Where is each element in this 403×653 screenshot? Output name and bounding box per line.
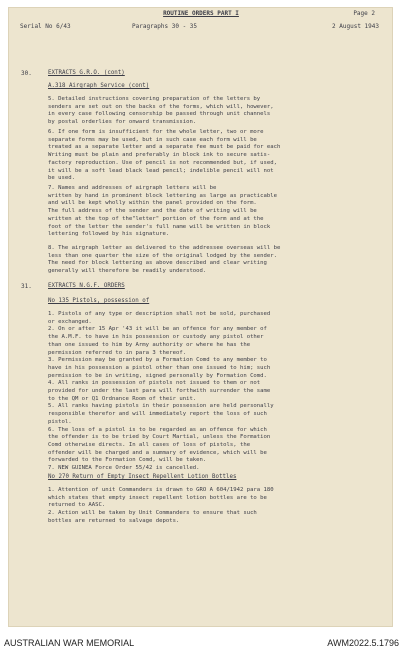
text-line: Writing must be plain and preferably in block ink to secure satis- xyxy=(48,152,271,159)
paragraph-range: Paragraphs 30 - 35 xyxy=(132,23,198,30)
document-title: ROUTINE ORDERS PART I xyxy=(163,10,239,17)
text-line: 2. On or after 15 Apr '43 it will be an offence for any member of xyxy=(48,326,267,333)
text-line: senders are set out on the backs of the forms, which will, however, xyxy=(48,103,274,110)
text-line: in every case following censorship be passed through unit channels xyxy=(48,111,271,118)
document-date: 2 August 1943 xyxy=(332,23,379,30)
text-line: lettering followed by his signature. xyxy=(48,231,170,238)
text-line: separate forms may be used, but in such case each form will be xyxy=(48,136,257,143)
text-line: generally will therefore be readily understood. xyxy=(48,268,207,275)
text-line: than one issued to him by Army authority or where he has the xyxy=(48,341,251,348)
text-line: permission to be in writing, signed personally by Formation Comd. xyxy=(48,372,267,379)
section-31-subheading-bottles: No 270 Return of Empty Insect Repellent Lotion Bottles xyxy=(48,474,237,480)
text-line: it will be a soft lead black lead pencil; indelible pencil will not xyxy=(48,167,274,174)
footer-bar xyxy=(0,630,403,653)
text-line: 6. The loss of a pistol is to be regarded as an offence for which xyxy=(48,426,267,433)
document-page xyxy=(8,7,393,627)
section-30-para-5 xyxy=(48,96,380,127)
text-line: 5. Detailed instructions covering preparation of the letters by xyxy=(48,96,261,102)
text-line: to the QM or Q1 Ordnance Room of their unit. xyxy=(48,395,197,402)
text-line: bottles are returned to salvage depots. xyxy=(48,517,180,524)
text-line: factory reproduction. Use of pencil is not recommended but, if used, xyxy=(48,159,278,166)
text-line: treated as a separate letter and a separate fee must be paid for each xyxy=(48,144,281,151)
text-line: 6. If one form is insufficient for the whole letter, two or more xyxy=(48,129,264,135)
text-line: 2. Action will be taken by Unit Commanders to ensure that such xyxy=(48,510,257,517)
text-line: 1. Pistols of any type or description shall not be sold, purchased xyxy=(48,311,271,317)
text-line: written by hand in prominent block lettering as large as practicable xyxy=(48,192,278,199)
text-line: be used. xyxy=(48,175,75,182)
section-30-para-8 xyxy=(48,245,380,276)
section-31-number: 31. xyxy=(21,283,32,290)
text-line: 8. The airgraph letter as delivered to the addressee overseas will be xyxy=(48,245,281,251)
text-line: 7. NEW GUINEA Force Order 55/42 is cancelled. xyxy=(48,465,200,472)
section-31-bottles-paras xyxy=(48,487,380,526)
section-30-number: 30. xyxy=(21,70,32,77)
text-line: foot of the letter the sender's full name will be written in block xyxy=(48,223,271,230)
text-line: 1. Attention of unit Commanders is drawn to GRO A 604/1942 para 180 xyxy=(48,487,274,493)
text-line: pistol. xyxy=(48,418,72,425)
text-line: The need for block lettering as above described and clear writing xyxy=(48,260,267,267)
text-line: returned to AASC. xyxy=(48,502,106,509)
text-line: by postal orderlies for onward transmission. xyxy=(48,119,197,126)
section-30-subheading: A.318 Airgraph Service (cont) xyxy=(48,83,150,89)
section-30-para-6 xyxy=(48,129,380,183)
serial-number: Serial No 6/43 xyxy=(20,23,71,30)
text-line: Comd otherwise directs. In all cases of loss of pistols, the xyxy=(48,441,251,448)
footer-source: AUSTRALIAN WAR MEMORIAL xyxy=(4,638,135,648)
text-line: forwarded to the Formation Comd, will be taken. xyxy=(48,457,207,464)
text-line: the offender is to be tried by Court Martial, unless the Formation xyxy=(48,434,271,441)
text-line: 3. Permission may be granted by a Formation Comd to any member to xyxy=(48,357,267,364)
text-line: or exchanged. xyxy=(48,318,92,325)
page-number: Page 2 xyxy=(353,10,375,17)
text-line: written at the top of the"letter" portion of the form and at the xyxy=(48,215,264,222)
text-line: provided for under the last para will forthwith surrender the same xyxy=(48,388,271,395)
text-line: which states that empty insect repellent lotion bottles are to be xyxy=(48,494,267,501)
text-line: 4. All ranks in possession of pistols not issued to them or not xyxy=(48,380,261,387)
text-line: offender will be charged and a summary of evidence, which will be xyxy=(48,449,267,456)
section-30-para-7 xyxy=(48,185,380,239)
text-line: 7. Names and addresses of airgraph letters will be xyxy=(48,185,217,191)
text-line: responsible therefor and will immediately report the loss of such xyxy=(48,411,267,418)
text-line: less than one quarter the size of the original lodged by the sender. xyxy=(48,252,278,259)
section-31-pistols-paras xyxy=(48,311,380,473)
text-line: 5. All ranks having pistols in their possession are held personally xyxy=(48,403,274,410)
section-31-subheading-pistols: No 135 Pistols, possession of xyxy=(48,298,150,304)
text-line: permission referred to in para 3 thereof. xyxy=(48,349,187,356)
section-31-heading: EXTRACTS N.G.F. ORDERS xyxy=(48,283,125,289)
text-line: and will be kept wholly within the panel provided on the form. xyxy=(48,200,257,207)
section-30-heading: EXTRACTS G.R.O. (cont) xyxy=(48,70,125,76)
footer-accession: AWM2022.5.1796 xyxy=(327,638,399,648)
text-line: The full address of the sender and the date of writing will be xyxy=(48,208,257,215)
text-line: have in his possession a pistol other than one issued to him; such xyxy=(48,364,271,371)
text-line: the A.M.F. to have in his possession or custody any pistol other xyxy=(48,334,264,341)
